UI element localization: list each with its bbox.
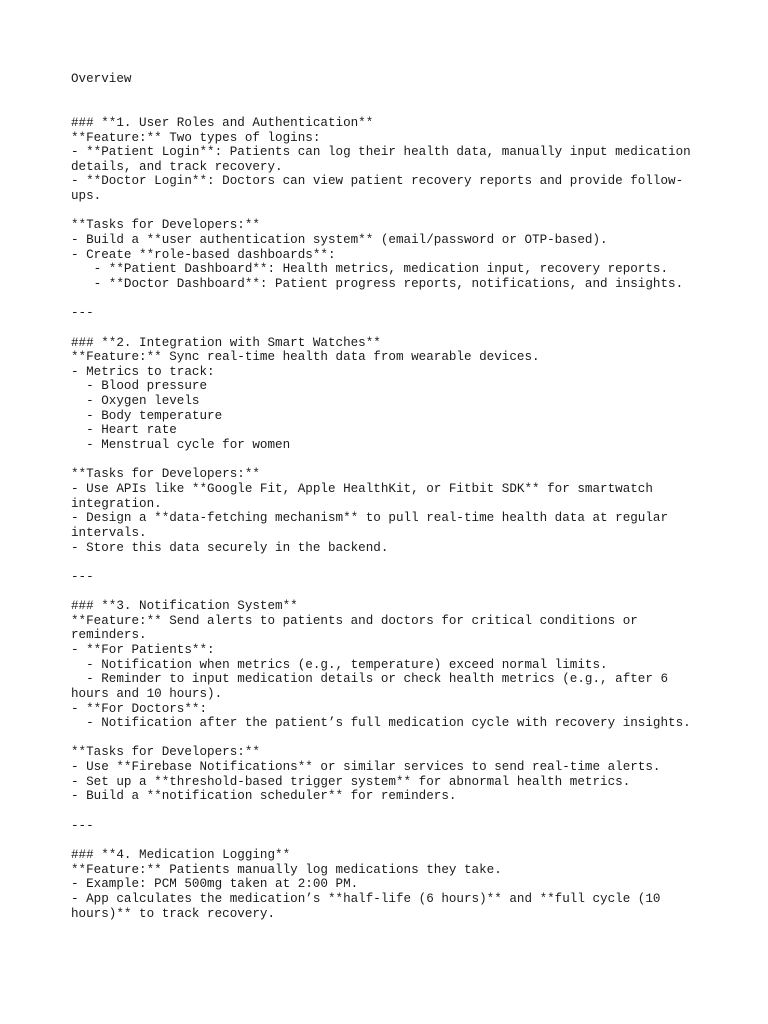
text-line: - Create **role-based dashboards**:: [71, 247, 336, 262]
text-line: - Notification after the patient’s full medication cycle with recovery insights.: [71, 716, 691, 731]
text-line: - Metrics to track:: [71, 364, 215, 379]
text-line: ### **2. Integration with Smart Watches**: [71, 335, 381, 350]
text-line: **Feature:** Send alerts to patients and doctors for critical conditions or: [71, 613, 638, 628]
text-line: - Store this data securely in the backend.: [71, 540, 389, 555]
text-line: [71, 204, 711, 219]
text-line: - Example: PCM 500mg taken at 2:00 PM.: [71, 877, 359, 892]
text-line: - Menstrual cycle for women: [71, 438, 291, 453]
text-line: [71, 584, 711, 599]
text-line: [71, 804, 711, 819]
text-line: - Set up a **threshold-based trigger system** for abnormal health metrics.: [71, 774, 631, 789]
text-line: hours)** to track recovery.: [71, 906, 276, 921]
text-line: integration.: [71, 496, 162, 511]
text-line: [71, 731, 711, 746]
text-line: **Tasks for Developers:**: [71, 745, 260, 760]
text-line: ---: [71, 818, 94, 833]
text-line: [71, 453, 711, 468]
text-line: - **Doctor Dashboard**: Patient progress reports, notifications, and insights.: [71, 276, 684, 291]
text-line: - Use **Firebase Notifications** or similar services to send real-time alerts.: [71, 760, 661, 775]
text-line: - App calculates the medication’s **half-life (6 hours)** and **full cycle (10: [71, 891, 661, 906]
text-line: ups.: [71, 189, 102, 204]
text-line: ### **1. User Roles and Authentication**: [71, 115, 374, 130]
text-line: - **Doctor Login**: Doctors can view patient recovery reports and provide follow-: [71, 174, 684, 189]
text-line: reminders.: [71, 628, 147, 643]
text-line: **Feature:** Two types of logins:: [71, 130, 321, 145]
text-line: [71, 321, 711, 336]
text-line: - Heart rate: [71, 423, 177, 438]
text-line: - Build a **user authentication system** (email/password or OTP-based).: [71, 233, 608, 248]
text-line: - Blood pressure: [71, 379, 208, 394]
text-line: - **For Doctors**:: [71, 701, 208, 716]
text-line: - **For Patients**:: [71, 642, 215, 657]
document-page: [71, 72, 711, 921]
text-line: - Oxygen levels: [71, 394, 200, 409]
text-line: **Feature:** Sync real-time health data from wearable devices.: [71, 350, 540, 365]
text-line: - Body temperature: [71, 408, 223, 423]
text-line: - **Patient Dashboard**: Health metrics, medication input, recovery reports.: [71, 262, 669, 277]
text-line: **Feature:** Patients manually log medications they take.: [71, 862, 502, 877]
text-line: - Reminder to input medication details or check health metrics (e.g., after 6: [71, 672, 669, 687]
text-line: - Design a **data-fetching mechanism** to pull real-time health data at regular: [71, 511, 669, 526]
text-line: Overview: [71, 72, 132, 86]
text-line: - **Patient Login**: Patients can log their health data, manually input medication: [71, 145, 691, 160]
text-line: ---: [71, 306, 94, 321]
text-line: [71, 833, 711, 848]
text-line: [71, 101, 711, 116]
text-line: [71, 555, 711, 570]
text-line: hours and 10 hours).: [71, 686, 223, 701]
text-line: **Tasks for Developers:**: [71, 218, 260, 233]
text-line: - Use APIs like **Google Fit, Apple HealthKit, or Fitbit SDK** for smartwatch: [71, 481, 653, 496]
text-line: ### **4. Medication Logging**: [71, 847, 291, 862]
text-line: ### **3. Notification System**: [71, 599, 298, 614]
text-line: intervals.: [71, 525, 147, 540]
text-line: - Notification when metrics (e.g., temperature) exceed normal limits.: [71, 657, 608, 672]
text-line: [71, 292, 711, 307]
text-line: [71, 87, 711, 102]
text-line: details, and track recovery.: [71, 159, 283, 174]
text-line: **Tasks for Developers:**: [71, 467, 260, 482]
text-line: ---: [71, 569, 94, 584]
text-line: - Build a **notification scheduler** for reminders.: [71, 789, 457, 804]
